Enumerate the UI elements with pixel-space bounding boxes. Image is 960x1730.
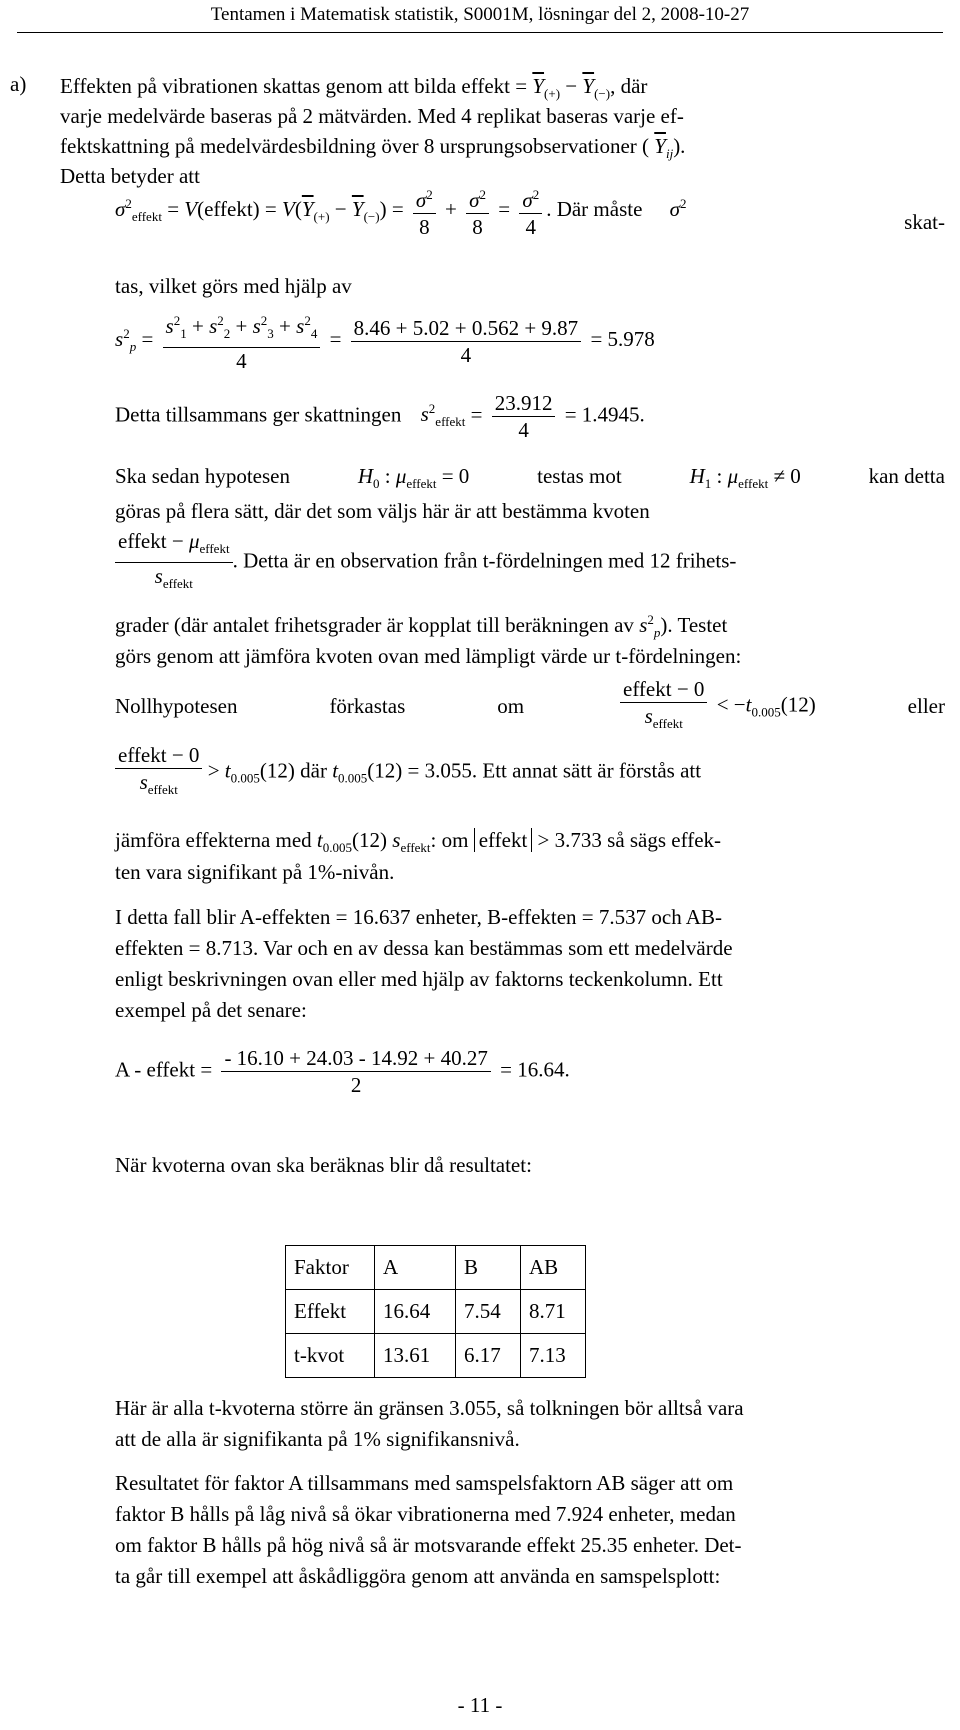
decision-rule-line-2: $\frac{\text{effekt − 0}}{s_{effekt}}$ > $t_{0.005}(12)$ där $t_{0.005}(12) = 3.055$. Ett annat sätt är förstås att	[115, 742, 945, 803]
table-cell: Effekt	[286, 1290, 375, 1334]
table-cell: 13.61	[375, 1334, 456, 1378]
para-2-line-1: Ska sedan hypotesen $H_0$ : $\mu_{effekt} = 0$ testas mot $H_1$ : $\mu_{effekt} \ne 0$ kan detta	[115, 464, 945, 492]
para-4-line-1: I detta fall blir A-effekten = 16.637 enheter, B-effekten = 7.537 och AB-	[115, 905, 722, 929]
table-row	[286, 1246, 586, 1290]
table-cell: AB	[521, 1246, 586, 1290]
table-cell: 8.71	[521, 1290, 586, 1334]
decision-rule-line-1: Nollhypotesen förkastas om $\frac{\text{effekt − 0}}{s_{effekt}}$ < $-t_{0.005}(12)$ eller	[115, 677, 945, 732]
decision-rule-line-4: ten vara signifikant på 1%-nivån.	[115, 860, 395, 884]
effect-variance-equation: Detta tillsammans ger skattningen $s^2_{effekt}$ = $\frac{23.912}{4}$ = 1.4945.	[115, 391, 645, 442]
para-1-line-2: varje medelvärde baseras på 2 mätvärden. Med 4 replikat baseras varje ef-	[60, 104, 684, 128]
table-cell: A	[375, 1246, 456, 1290]
table-cell: Faktor	[286, 1246, 375, 1290]
para-1-line-1: Effekten på vibrationen skattas genom att bilda effekt = $\overline{Y}_{(+)} - \overline{Y}_{(-)}$, där	[60, 74, 648, 102]
para-2-line-4: grader (där antalet frihetsgrader är kopplat till beräkningen av $s^2_p$). Testet	[115, 612, 728, 641]
part-label: a)	[10, 72, 27, 96]
para-7-line-4: ta går till exempel att åskådliggöra genom att använda en samspelsplott:	[115, 1564, 721, 1588]
para-7-line-2: faktor B hålls på låg nivå så ökar vibrationerna med 7.924 enheter, medan	[115, 1502, 736, 1526]
page-number: - 11 -	[457, 1693, 503, 1717]
para-4-line-3: enligt beskrivningen ovan eller med hjälp av faktorns teckenkolumn. Ett	[115, 967, 723, 991]
table-cell: 7.54	[456, 1290, 521, 1334]
para-2-line-3: $\frac{effekt - \mu_{effekt}}{s_{effekt}}$ . Detta är en observation från t-fördelningen med 12 frihets-	[115, 528, 945, 597]
para-6-line-2: att de alla är signifikanta på 1% signifikansnivå.	[115, 1427, 520, 1451]
para-5: När kvoterna ovan ska beräknas blir då resultatet:	[115, 1153, 532, 1177]
table-cell: t-kvot	[286, 1334, 375, 1378]
para-2-line-2: göras på flera sätt, där det som väljs här är att bestämma kvoten	[115, 499, 650, 523]
page-header: Tentamen i Matematisk statistik, S0001M, lösningar del 2, 2008-10-27	[210, 4, 750, 25]
header-rule	[17, 32, 943, 33]
table-cell: 6.17	[456, 1334, 521, 1378]
variance-equation: $\sigma^2_{effekt}$ = V(effekt) = $V(\overline{Y}_{(+)} - \overline{Y}_{(-)})$ = $\frac{\sigma^2}{8}$ + $\frac{\sigma^2}{8}$ = $\frac{\sigma^2}{4}$ . Där måste $\sigma^2$ skat-	[115, 182, 945, 240]
variance-continuation: tas, vilket görs med hjälp av	[115, 274, 352, 298]
para-4-line-2: effekten = 8.713. Var och en av dessa kan bestämmas som ett medelvärde	[115, 936, 733, 960]
para-7-line-3: om faktor B hålls på hög nivå så är motsvarande effekt 25.35 enheter. Det-	[115, 1533, 742, 1557]
para-7-line-1: Resultatet för faktor A tillsammans med samspelsfaktorn AB säger att om	[115, 1471, 734, 1495]
para-6-line-1: Här är alla t-kvoterna större än gränsen 3.055, så tolkningen bör alltså vara	[115, 1396, 744, 1420]
para-1-line-4: Detta betyder att	[60, 164, 200, 188]
table-cell: B	[456, 1246, 521, 1290]
table-row	[286, 1290, 586, 1334]
decision-rule-line-3: jämföra effekterna med $t_{0.005}(12)$ $s_{effekt}$: om effekt > 3.733 så sägs effek-	[115, 828, 722, 856]
para-2-line-5: görs genom att jämföra kvoten ovan med lämpligt värde ur t-fördelningen:	[115, 644, 742, 668]
results-table	[285, 1245, 586, 1378]
table-cell: 16.64	[375, 1290, 456, 1334]
table-row	[286, 1334, 586, 1378]
para-1-line-3: fektskattning på medelvärdesbildning över 8 ursprungsobservationer ( $\overline{Y}_{ij}$).	[60, 134, 686, 162]
a-effect-equation: A - effekt = $\frac{- 16.10 + 24.03 - 14.92 + 40.27}{2}$ = 16.64.	[115, 1046, 570, 1097]
pooled-variance-equation: $s^2_p$ = $\frac{s^2_1 + s^2_2 + s^2_3 + s^2_4}{4}$ = $\frac{8.46 + 5.02 + 0.562 + 9.87}{4}$ = 5.978	[115, 308, 960, 374]
para-4-line-4: exempel på det senare:	[115, 998, 307, 1022]
table-cell: 7.13	[521, 1334, 586, 1378]
